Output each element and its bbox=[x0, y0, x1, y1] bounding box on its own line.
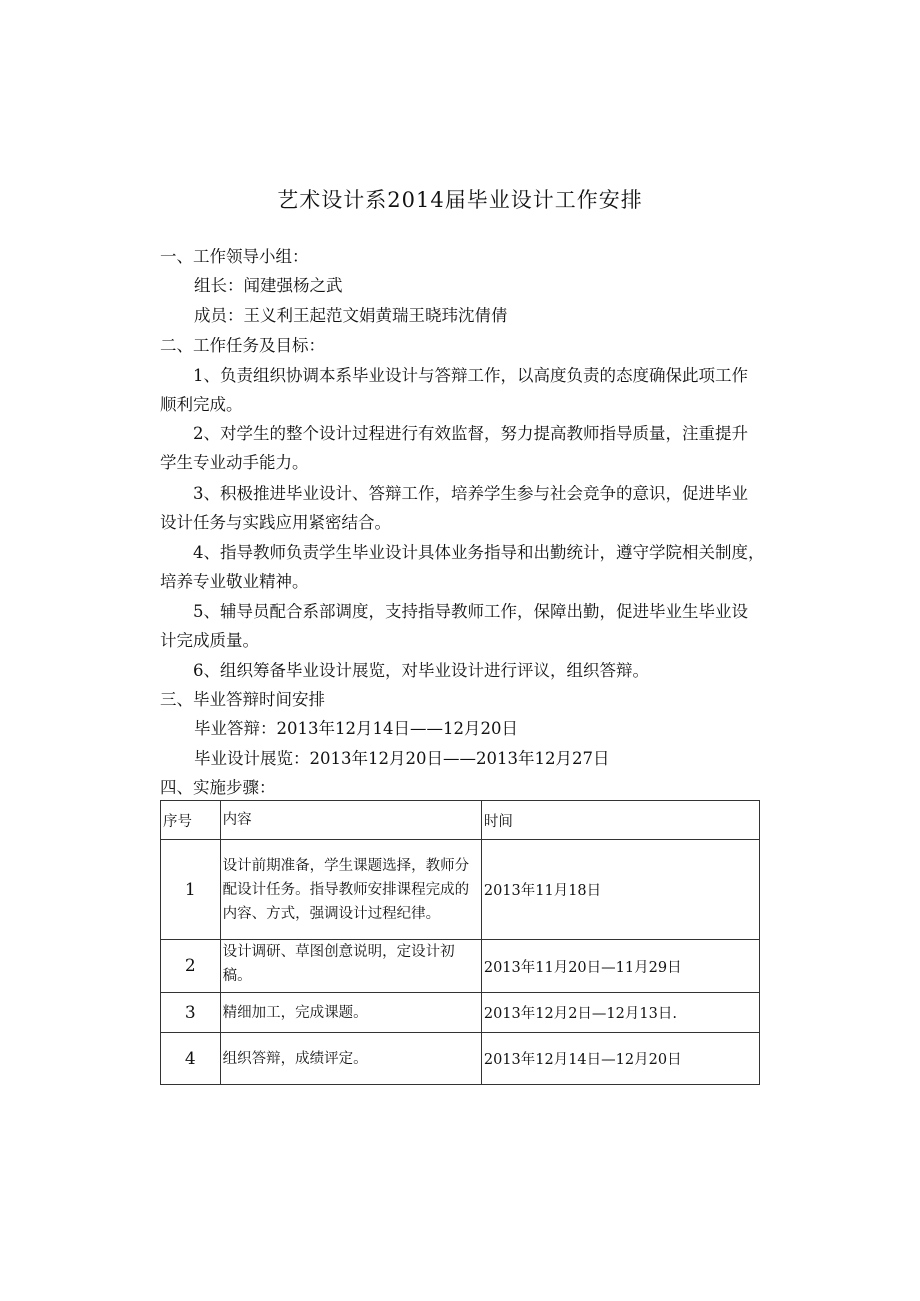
defense-schedule: 毕业答辩：2013年12月14日——12月20日 bbox=[194, 719, 518, 738]
leader-line: 组长：闻建强杨之武 bbox=[194, 276, 343, 295]
header-content: 内容 bbox=[220, 801, 481, 840]
task-item-6 bbox=[160, 656, 766, 685]
header-no: 序号 bbox=[161, 801, 221, 840]
task-item-4-line1: 4、指导教师负责学生毕业设计具体业务指导和出勤统计，遵守学院相关制度， bbox=[193, 543, 765, 562]
row-time: 2013年11月18日 bbox=[481, 840, 759, 940]
task-item-6-line1: 6、组织筹备毕业设计展览，对毕业设计进行评议，组织答辩。 bbox=[193, 661, 649, 680]
task-item-2-line1: 2、对学生的整个设计过程进行有效监督，努力提高教师指导质量，注重提升 bbox=[193, 424, 748, 443]
task-item-5 bbox=[160, 597, 766, 655]
row-no: 3 bbox=[161, 993, 221, 1033]
section3-heading: 三、毕业答辩时间安排 bbox=[160, 690, 325, 709]
task-item-3-line1: 3、积极推进毕业设计、答辩工作，培养学生参与社会竞争的意识，促进毕业 bbox=[193, 484, 748, 503]
section1-heading: 一、工作领导小组： bbox=[160, 247, 309, 266]
members-line: 成员：王义利王起范文娟黄瑞王晓玮沈倩倩 bbox=[194, 306, 508, 325]
task-item-4-line2: 培养专业敬业精神。 bbox=[160, 572, 309, 591]
task-item-2 bbox=[160, 419, 766, 477]
row-no: 4 bbox=[161, 1033, 221, 1085]
task-item-5-line1: 5、辅导员配合系部调度，支持指导教师工作，保障出勤，促进毕业生毕业设 bbox=[193, 602, 748, 621]
task-item-3-line2: 设计任务与实践应用紧密结合。 bbox=[160, 513, 391, 532]
header-time: 时间 bbox=[481, 801, 759, 840]
task-item-1-line1: 1、负责组织协调本系毕业设计与答辩工作，以高度负责的态度确保此项工作 bbox=[193, 366, 748, 385]
task-item-4 bbox=[160, 538, 766, 596]
table-header-row bbox=[161, 801, 760, 840]
table-row bbox=[161, 840, 760, 940]
exhibition-schedule: 毕业设计展览：2013年12月20日——2013年12月27日 bbox=[194, 749, 610, 768]
document-title: 艺术设计系2014届毕业设计工作安排 bbox=[277, 188, 643, 212]
section4-heading: 四、实施步骤： bbox=[160, 778, 276, 797]
task-item-3 bbox=[160, 479, 766, 537]
task-item-2-line2: 学生专业动手能力。 bbox=[160, 453, 309, 472]
row-content: 组织答辩，成绩评定。 bbox=[220, 1033, 481, 1085]
table-row bbox=[161, 993, 760, 1033]
row-time: 2013年12月2日—12月13日. bbox=[481, 993, 759, 1033]
section2-heading: 二、工作任务及目标： bbox=[160, 336, 325, 355]
row-content: 设计调研、草图创意说明，定设计初稿。 bbox=[220, 940, 481, 993]
row-content: 精细加工，完成课题。 bbox=[220, 993, 481, 1033]
row-no: 2 bbox=[161, 940, 221, 993]
row-no: 1 bbox=[161, 840, 221, 940]
row-time: 2013年12月14日—12月20日 bbox=[481, 1033, 759, 1085]
row-content: 设计前期准备，学生课题选择，教师分配设计任务。指导教师安排课程完成的内容、方式，强调设计过程纪律。 bbox=[220, 840, 481, 940]
task-item-1 bbox=[160, 361, 766, 419]
task-item-5-line2: 计完成质量。 bbox=[160, 631, 259, 650]
table-row bbox=[161, 1033, 760, 1085]
task-item-1-line2: 顺利完成。 bbox=[160, 395, 243, 414]
table-row bbox=[161, 940, 760, 993]
row-time: 2013年11月20日—11月29日 bbox=[481, 940, 759, 993]
steps-table bbox=[160, 800, 760, 1085]
